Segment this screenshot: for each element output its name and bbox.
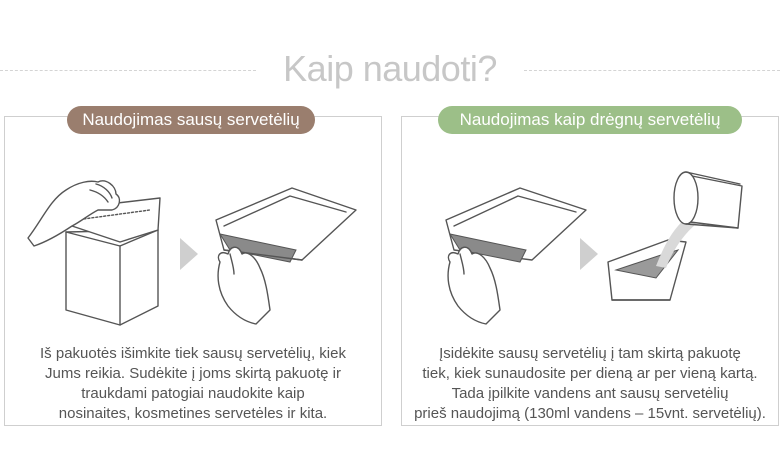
description-line: Iš pakuotės išimkite tiek sausų servetėlių, kiek [40,345,346,362]
arrow-right-icon [180,238,198,270]
description-line: Jums reikia. Sudėkite į joms skirtą pakuotę ir [45,365,341,382]
description-line: traukdami patogiai naudokite kaip [81,385,305,402]
page-title: Kaip naudoti? [283,48,497,89]
dry-wipes-badge: Naudojimas sausų servetėlių [67,106,315,134]
dry-usage-description [4,344,382,424]
divider-right [524,70,780,71]
description-line: prieš naudojimą (130ml vandens – 15vnt. servetėlių). [414,405,766,422]
wet-usage-illustration [420,150,770,330]
pouch-with-wipes-icon [216,188,356,324]
description-line: tiek, kiek sunaudosite per dieną ar per vieną kartą. [422,365,758,382]
hand-opening-pack-icon [28,181,160,325]
description-line: Tada įpilkite vandens ant sausų servetėlių [451,385,729,402]
wet-usage-description [401,344,779,424]
dry-usage-illustration [20,150,370,330]
pouch-with-wipes-icon [446,188,586,324]
wet-wipes-badge: Naudojimas kaip drėgnų servetėlių [438,106,742,134]
section-header [0,44,780,100]
description-line: Įsidėkite sausų servetėlių į tam skirtą pakuotę [439,345,741,362]
cup-pouring-water-icon [608,172,742,300]
arrow-right-icon [580,238,598,270]
description-line: nosinaites, kosmetines servetėles ir kita. [58,405,328,422]
